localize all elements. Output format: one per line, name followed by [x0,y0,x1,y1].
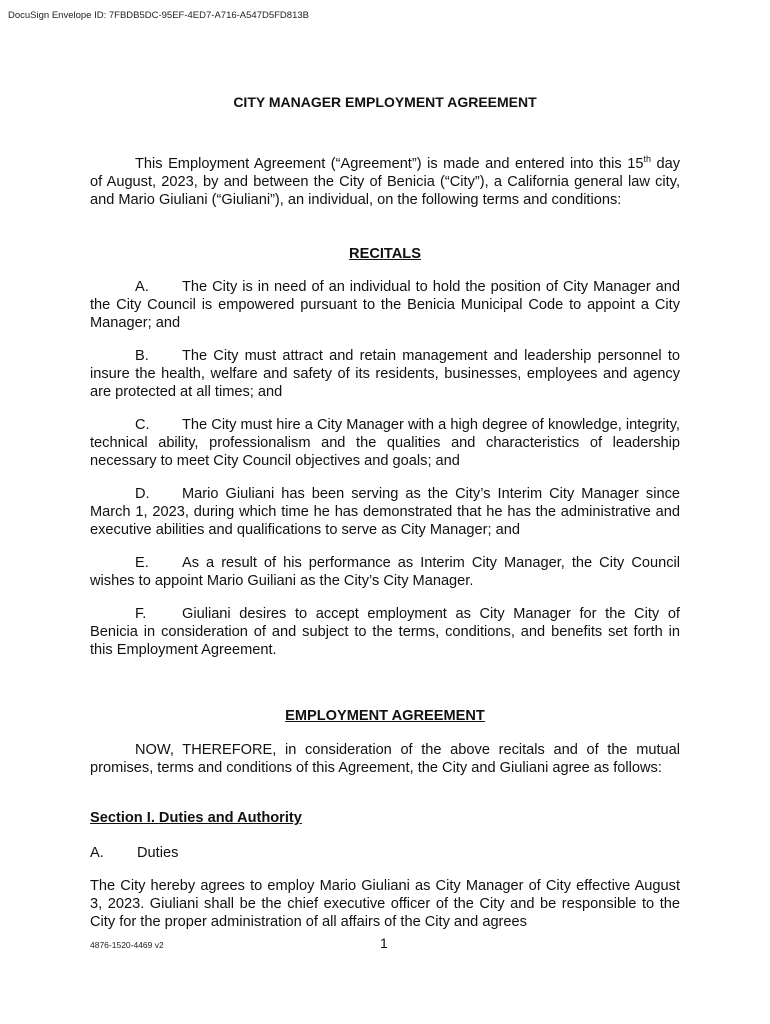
now-therefore-paragraph: NOW, THEREFORE, in consideration of the above recitals and of the mutual promises, terms and conditions of this Agreement, the City and Giuliani agree as follows: [90,742,680,777]
intro-paragraph: This Employment Agreement (“Agreement”) is made and entered into this 15th day of August, 2023, by and between the City of Benicia (“City”), a California general law city, and Mario Giuliani (“Giuliani”), an individual, on the following terms and conditions: [90,154,680,209]
recitals-heading: RECITALS [349,246,421,262]
recital-a: A. The City is in need of an individual to hold the position of City Manager and the City Council is empowered pursuant to the Benicia Municipal Code to appoint a City Manager; and [90,279,680,332]
document-title: CITY MANAGER EMPLOYMENT AGREEMENT [233,94,537,110]
section-1-heading: Section I. Duties and Authority [90,810,302,826]
recital-b: B. The City must attract and retain management and leadership personnel to insure the health, welfare and safety of its residents, businesses, employees and agency are protected at all times; and [90,348,680,401]
recital-d: D. Mario Giuliani has been serving as the City’s Interim City Manager since March 1, 2023, during which time he has demonstrated that he has the administrative and executive abilities and qualifications to serve as City Manager; and [90,486,680,539]
section-1-sub-label: A. [90,845,104,861]
recital-f: F. Giuliani desires to accept employment as City Manager for the City of Benicia in consideration of and subject to the terms, conditions, and benefits set forth in this Employment Agreement. [90,606,680,659]
section-1-sub-title: Duties [137,845,179,861]
page-number: 1 [380,935,388,951]
document-footer-id: 4876-1520-4469 v2 [90,940,164,950]
docusign-envelope-id: DocuSign Envelope ID: 7FBDB5DC-95EF-4ED7-A716-A547D5FD813B [8,10,309,21]
recital-c: C. The City must hire a City Manager with a high degree of knowledge, integrity, technical ability, professionalism and the qualities and characteristics of leadership necessary to meet City Council objectives and goals; and [90,417,680,470]
section-1-subheading [90,845,178,861]
recital-e: E. As a result of his performance as Interim City Manager, the City Council wishes to appoint Mario Guiliani as the City’s City Manager. [90,555,680,590]
employment-agreement-heading: EMPLOYMENT AGREEMENT [285,708,485,724]
section-1-paragraph: The City hereby agrees to employ Mario Giuliani as City Manager of City effective August 3, 2023. Giuliani shall be the chief executive officer of the City and be responsible to the City for the proper administration of all affairs of the City and agrees [90,878,680,931]
